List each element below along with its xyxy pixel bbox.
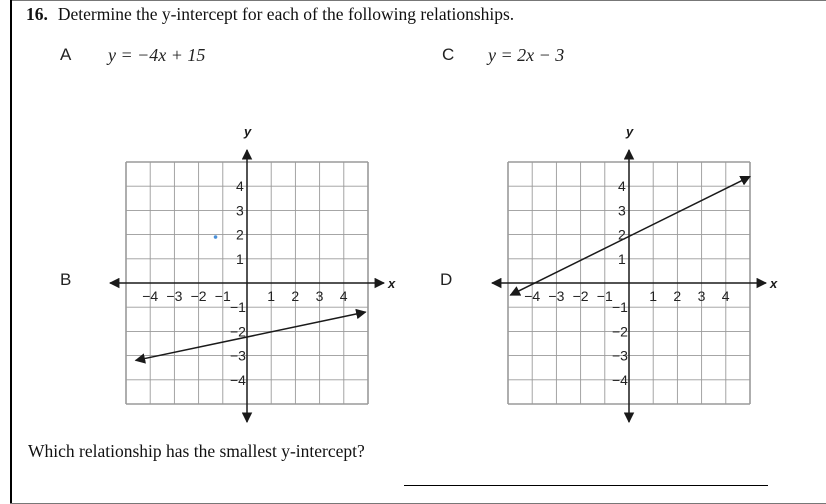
y-tick-label: −4 <box>230 371 246 388</box>
graph-d-svg <box>482 120 792 430</box>
page-top-border <box>10 0 826 1</box>
x-tick-label: 2 <box>673 288 682 304</box>
y-tick-label: 2 <box>618 226 626 243</box>
part-a-equation: y = −4x + 15 <box>108 45 206 65</box>
y-tick-label: −2 <box>230 323 246 340</box>
x-tick-label: 1 <box>649 288 657 304</box>
x-tick-label: −1 <box>596 288 613 304</box>
problem-instruction: Determine the y-intercept for each of the following relationships. <box>57 4 515 24</box>
x-tick-label: 3 <box>697 288 706 304</box>
y-tick-label: −4 <box>612 371 628 388</box>
problem-number: 16. <box>26 4 48 24</box>
answer-blank[interactable] <box>404 485 768 486</box>
part-b-letter: B <box>60 270 72 289</box>
final-question: Which relationship has the smallest y-intercept? <box>28 441 365 461</box>
x-axis-label: x <box>388 276 396 291</box>
x-tick-label: 4 <box>339 288 348 304</box>
x-tick-label: −3 <box>548 288 565 304</box>
y-axis-label: y <box>244 124 252 139</box>
x-tick-label: −3 <box>166 288 183 304</box>
graph-d <box>482 120 792 435</box>
page-left-border <box>10 0 12 504</box>
stray-dot <box>214 235 218 239</box>
y-tick-label: −2 <box>612 323 628 340</box>
x-tick-label: −2 <box>572 288 589 304</box>
problem-header <box>26 4 514 25</box>
data-line <box>510 177 750 296</box>
y-tick-label: −1 <box>230 299 246 316</box>
part-a-letter: A <box>60 45 72 64</box>
y-tick-label: −1 <box>612 299 628 316</box>
x-tick-label: 4 <box>721 288 730 304</box>
x-tick-label: −2 <box>190 288 207 304</box>
part-d-letter: D <box>440 270 453 289</box>
part-c-equation: y = 2x − 3 <box>488 45 565 65</box>
x-tick-label: 2 <box>291 288 300 304</box>
x-tick-label: −4 <box>524 288 541 304</box>
y-tick-label: 2 <box>236 226 244 243</box>
y-tick-label: 1 <box>618 250 626 267</box>
y-tick-label: 3 <box>236 202 244 219</box>
y-tick-label: 4 <box>236 178 244 195</box>
x-tick-label: −1 <box>214 288 231 304</box>
x-tick-label: 3 <box>315 288 324 304</box>
y-tick-label: 1 <box>236 250 244 267</box>
graph-b-svg <box>100 120 400 430</box>
x-axis-label: x <box>770 276 778 291</box>
y-tick-label: 4 <box>618 178 626 195</box>
part-c-letter: C <box>442 45 455 64</box>
x-tick-label: 1 <box>267 288 275 304</box>
y-tick-label: −3 <box>612 347 628 364</box>
x-tick-label: −4 <box>142 288 159 304</box>
y-tick-label: 3 <box>618 202 626 219</box>
y-axis-label: y <box>626 124 634 139</box>
graph-b <box>100 120 400 435</box>
y-tick-label: −3 <box>230 347 246 364</box>
data-line <box>136 312 366 360</box>
